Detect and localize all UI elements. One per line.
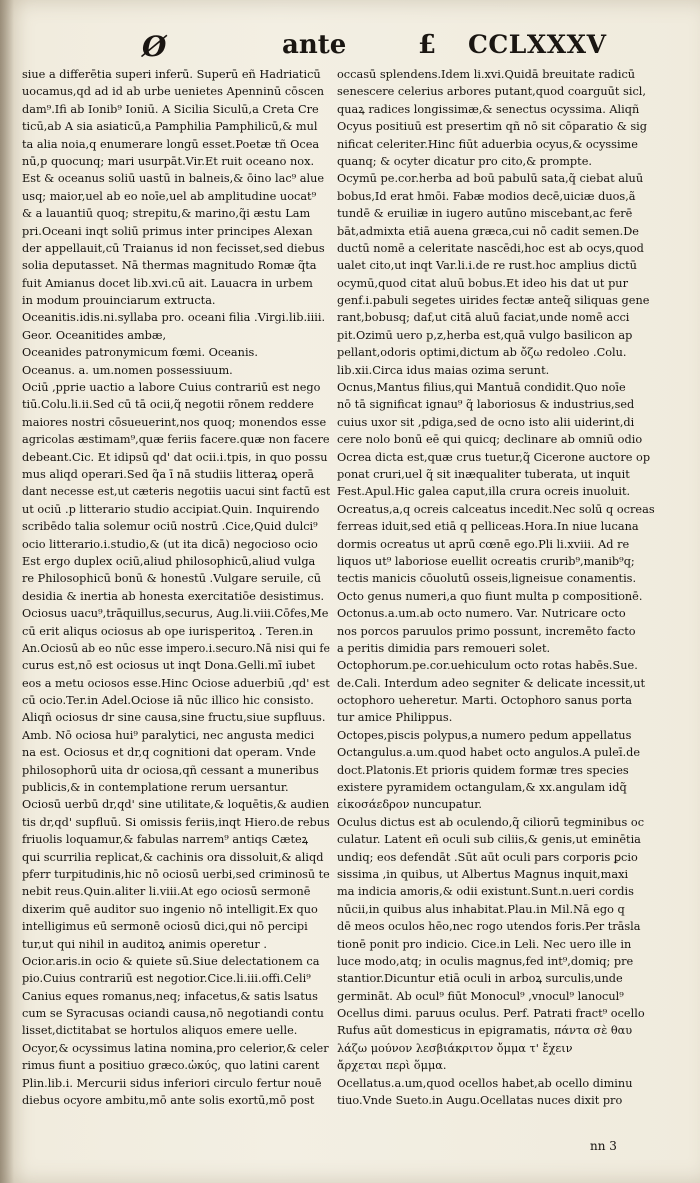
text-line: existere pyramidem octangulam,& xx.angulam idq̃ bbox=[337, 781, 627, 795]
folio-number: CCLXXXV bbox=[468, 30, 607, 59]
text-line: ut ociū .p litterario studio accipiat.Quin. Inquirendo bbox=[22, 502, 320, 516]
text-line: ualet cito,ut inqt Var.li.i.de re rust.hoc amplius dictū bbox=[337, 259, 637, 273]
text-line: Rufus aūt domesticus in epigramatis, πάντα σὲ θαυ bbox=[337, 1024, 633, 1038]
text-line: publicis,& in contemplatione rerum uersantur. bbox=[22, 781, 289, 795]
text-line: agricolas æstimam⁹,quæ feriis facere.quæ non facere bbox=[22, 433, 330, 447]
text-line: stantior.Dicuntur etiā oculi in arboꝝ surculis,unde bbox=[337, 972, 623, 986]
text-line: ἄρχεται περὶ ὅμμα. bbox=[337, 1059, 447, 1073]
text-line: nificat celeriter.Hinc fiūt aduerbia ocyus,& ocyssime bbox=[337, 137, 638, 151]
text-line: senescere celerius arbores putant,quod coarguūt sicl, bbox=[337, 85, 646, 99]
text-line: quaꝝ radices longissimæ,& senectus ocyssima. Aliqñ bbox=[337, 102, 640, 116]
text-line: Ocreatus,a,q ocreis calceatus incedit.Nec solū q ocreas bbox=[337, 502, 655, 516]
text-line: genf.i.pabuli segetes uirides fectæ anteq̃ siliquas gene bbox=[337, 294, 650, 308]
text-line: cū ocio.Ter.in Adel.Ociose iā nūc illico hic consisto. bbox=[22, 694, 314, 708]
text-line: der appellauit,cū Traianus id non fecisset,sed diebus bbox=[22, 241, 325, 255]
text-line: ta alia noia,q enumerare longū esset.Poetæ tñ Ocea bbox=[22, 137, 320, 151]
text-line: nūcii,in quibus alus inhabitat.Plau.in Mil.Nā ego q bbox=[337, 902, 625, 916]
text-line: Octonus.a.um.ab octo numero. Var. Nutricare octo bbox=[337, 607, 626, 621]
text-line: Ociosus uacu⁹,trāquillus,securus, Aug.li.viii.Cōfes,Me bbox=[22, 607, 329, 621]
text-line: lib.xii.Circa idus maias ozima serunt. bbox=[337, 363, 550, 377]
text-line: cere nolo bonū eē qui quicq; declinare ab omniū odio bbox=[337, 433, 643, 447]
left-column bbox=[22, 66, 330, 1109]
text-line: pferr turpitudinis,hic nō ociosū uerbi,sed criminosū te bbox=[22, 867, 330, 881]
text-line: Oceanus. a. um.nomen possessiuum. bbox=[22, 363, 233, 377]
text-line: ma indicia amoris,& odii existunt.Sunt.n.ueri cordis bbox=[337, 885, 634, 899]
text-line: & a lauantiū quoq; strepitu,& marino,q̃i æstu Lam bbox=[22, 207, 311, 221]
text-line: siue a differētia superi inferū. Superū eñ Hadriaticū bbox=[22, 68, 321, 81]
text-line: rant,bobusq; daf,ut citā aluū faciat,unde nomē acci bbox=[337, 311, 630, 325]
text-line: a peritis dimidia pars remoueri solet. bbox=[337, 641, 551, 655]
text-line: Fest.Apul.Hic galea caput,illa crura ocreis inuoluit. bbox=[337, 485, 631, 499]
text-line: fuit Amianus docet lib.xvi.cū ait. Lauacra in urbem bbox=[22, 276, 313, 290]
text-line: nō tā significat ignau⁹ q̃ laboriosus & industrius,sed bbox=[337, 398, 635, 412]
right-column bbox=[337, 66, 671, 1109]
text-line: Ocellus dimi. paruus oculus. Perf. Patrati fract⁹ ocello bbox=[337, 1007, 645, 1021]
text-line: desidia & inertia ab honesta exercitatiōe desistimus. bbox=[22, 589, 325, 603]
text-line: dē meos oculos hēo,nec rogo utendos foris.Per trāsla bbox=[337, 920, 641, 934]
signature-mark: nn 3 bbox=[590, 1139, 617, 1153]
text-line: tiū.Colu.li.ii.Sed cū tā ocii,q̃ negotii rōnem reddere bbox=[22, 398, 314, 412]
text-line: tur amice Philippus. bbox=[337, 711, 453, 725]
text-line: Ocellatus.a.um,quod ocellos habet,ab ocello diminu bbox=[337, 1076, 633, 1090]
text-line: eos a metu ociosos esse.Hinc Ociose aduerbiū ,qd' est bbox=[22, 676, 330, 690]
text-line: octophoro ueheretur. Marti. Octophoro sanus porta bbox=[337, 694, 632, 708]
text-line: ocio litterario.i.studio,& (ut ita dicā) negocioso ocio bbox=[22, 537, 318, 551]
text-line: qui scurrilia replicat,& cachinis ora dissoluit,& aliqd bbox=[22, 850, 324, 864]
text-line: uocamus,qd ad id ab urbe uenietes Apenninū cōscen bbox=[22, 85, 325, 99]
text-line: diebus ocyore ambitu,mō ante solis exortū,mō post bbox=[22, 1094, 315, 1108]
text-line: Ocyus positiuū est presertim qñ nō sit cōparatio & sig bbox=[337, 120, 648, 134]
text-line: pri.Oceani inqt soliū primus inter principes Alexan bbox=[22, 224, 313, 238]
text-line: curus est,nō est ociosus ut inqt Dona.Gelli.mī iubet bbox=[22, 659, 316, 673]
text-line: tionē ponit pro indicio. Cice.in Leli. Nec uero ille in bbox=[337, 937, 632, 951]
gutter-shadow bbox=[0, 0, 14, 1183]
text-line: dam⁹.Ifi ab Ionib⁹ Ioniū. A Sicilia Siculū,a Creta Cre bbox=[22, 102, 319, 116]
text-line: Octangulus.a.um.quod habet octo angulos.A puleī.de bbox=[337, 746, 641, 760]
text-line: Octopes,piscis polypus,a numero pedum appellatus bbox=[337, 728, 632, 742]
text-line: εἰκοσάεδρον nuncupatur. bbox=[337, 798, 483, 812]
text-line: cum se Syracusas ociandi causa,nō negotiandi contu bbox=[22, 1007, 324, 1021]
text-line: nos porcos paruulos primo possunt, incremēto facto bbox=[337, 624, 636, 638]
text-line: Ociū ,pprie uactio a labore Cuius contrariū est nego bbox=[22, 381, 321, 395]
text-line: dormis ocreatus ut aprū cœnē ego.Pli li.xviii. Ad re bbox=[337, 537, 630, 551]
text-line: Oculus dictus est ab oculendo,q̃ ciliorū tegminibus oc bbox=[337, 815, 645, 829]
text-line: de.Cali. Interdum adeo segniter & delicate incessit,ut bbox=[337, 676, 646, 690]
text-line: tis dr,qd' supfluū. Si omissis feriis,inqt Hiero.de rebus bbox=[22, 815, 330, 829]
text-line: quanq; & ocyter dicatur pro cito,& prompte. bbox=[337, 154, 592, 168]
text-line: An.Ociosū ab eo nūc esse impero.i.securo.Nā nisi qui fe bbox=[22, 641, 330, 655]
text-line: Est & oceanus soliū uastū in balneis,& ōino lac⁹ alue bbox=[22, 172, 325, 186]
text-line: pio.Cuius contrariū est negotior.Cice.li.iii.offi.Celi⁹ bbox=[22, 972, 311, 986]
text-line: friuolis loquamur,& fabulas narrem⁹ antiqs Cæteꝝ bbox=[22, 833, 309, 847]
text-line: ticū,ab A sia asiaticū,a Pamphilia Pamphilicū,& mul bbox=[22, 120, 318, 134]
text-line: Geor. Oceanitides ambæ, bbox=[22, 328, 167, 342]
text-line: luce modo,atq; in oculis magnus,fed int⁹,domiq; pre bbox=[337, 954, 634, 968]
text-line: λάζω μούνον λεσβιάκριτον ὄμμα τ' ἔχειν bbox=[337, 1041, 573, 1055]
text-line: Aliqñ ociosus dr sine causa,sine fructu,siue supfluus. bbox=[22, 711, 326, 725]
text-line: nū,p quocunq; mari usurpāt.Vir.Et ruit oceano nox. bbox=[22, 154, 315, 168]
text-line: ductū nomē a celeritate nascēdi,hoc est ab ocys,quod bbox=[337, 241, 644, 255]
text-line: Amb. Nō ociosa hui⁹ paralytici, nec angusta medici bbox=[22, 728, 315, 742]
text-line: cū erit aliqus ociosus ab ope iurisperitoꝝ . Teren.in bbox=[22, 624, 314, 638]
text-line: culatur. Latent eñ oculi sub ciliis,& genis,ut eminētia bbox=[337, 833, 641, 847]
text-line: pellant,odoris optimi,dictum ab ὄζω redoleo .Colu. bbox=[337, 346, 627, 360]
text-line: philosophorū uita dr ociosa,qñ cessant a muneribus bbox=[22, 763, 319, 777]
text-line: Ocior.aris.in ocio & quiete sū.Siue delectationem ca bbox=[22, 954, 320, 968]
text-line: intelligimus eū sermonē ociosū dici,qui nō percipi bbox=[22, 920, 308, 934]
text-line: tiuo.Vnde Sueto.in Augu.Ocellatas nuces dixit pro bbox=[337, 1094, 623, 1108]
text-line: ponat cruri,uel q̃ sit inæqualiter tuberata, ut inquit bbox=[337, 467, 630, 481]
text-line: rimus fiunt a positiuo græco.ὠκύς, quo latini carent bbox=[22, 1059, 320, 1073]
text-line: ocymū,quod citat aluū bobus.Et ideo his dat ut pur bbox=[337, 276, 628, 290]
text-line: Est ergo duplex ociū,aliud philosophicū,aliud vulga bbox=[22, 554, 316, 568]
text-line: dixerim quē auditor suo ingenio nō intelligit.Ex quo bbox=[22, 902, 318, 916]
text-line: doct.Platonis.Et prioris quidem formæ tres species bbox=[337, 763, 629, 777]
text-line: na est. Ociosus et dr,q cognitioni dat operam. Vnde bbox=[22, 746, 316, 760]
running-head-letter: £ bbox=[418, 30, 437, 60]
text-line: tundē & eruiliæ in iugero autūno miscebant,ac ferē bbox=[337, 207, 633, 221]
text-line: ferreas iduit,sed etiā q pelliceas.Hora.In niue lucana bbox=[337, 520, 639, 534]
text-line: bobus,Id erat hmōi. Fabæ modios decē,uiciæ duos,ã bbox=[337, 189, 636, 203]
text-line: sissima ,in quibus, ut Albertus Magnus inquit,maxi bbox=[337, 867, 629, 881]
text-line: lisset,dictitabat se hortulos aliquos emere uelle. bbox=[22, 1024, 298, 1038]
text-line: tectis manicis cōuolutū osseis,ligneisue conamentis. bbox=[337, 572, 637, 586]
text-line: Oceanitis.idis.ni.syllaba pro. oceani filia .Virgi.lib.iiii. bbox=[22, 311, 326, 325]
text-line: Octo genus numeri,a quo fiunt multa p compositionē. bbox=[337, 589, 643, 603]
text-line: Ocrea dicta est,quæ crus tuetur,q̃ Cicerone auctore op bbox=[337, 450, 651, 464]
text-line: nebit reus.Quin.aliter li.viii.At ego ociosū sermonē bbox=[22, 885, 311, 899]
text-line: solia deputasset. Nā thermas magnitudo Romæ q̃ta bbox=[22, 259, 317, 273]
text-line: Ocymū pe.cor.herba ad boū pabulū sata,q̃ ciebat aluū bbox=[337, 172, 644, 186]
text-line: Ocnus,Mantus filius,qui Mantuā condidit.Quo noīe bbox=[337, 381, 626, 395]
text-line: bāt,admixta etiā auena græca,cui nō cadit semen.De bbox=[337, 224, 639, 238]
running-head-word: ante bbox=[282, 30, 347, 60]
text-line: Plin.lib.i. Mercurii sidus inferiori circulo fertur nouē bbox=[22, 1076, 322, 1090]
text-line: scribēdo talia solemur ociū nostrū .Cice,Quid dulci⁹ bbox=[22, 520, 318, 534]
text-line: mus aliqd operari.Sed q̃a ī nā studiis litteraꝝ operā bbox=[22, 467, 315, 481]
text-line: in modum prouinciarum extructa. bbox=[22, 294, 216, 308]
text-line: tur,ut qui nihil in auditoꝝ animis operetur . bbox=[22, 937, 267, 951]
text-line: Canius eques romanus,neq; infacetus,& satis lsatus bbox=[22, 989, 318, 1003]
text-line: debeant.Cic. Et idipsū qd' dat ocii.i.tpis, in quo possu bbox=[22, 450, 328, 464]
text-line: occasū splendens.Idem li.xvi.Quidā breuitate radicū bbox=[337, 68, 636, 81]
text-line: liquos ut⁹ laboriose euellit ocreatis crurib⁹,manib⁹q; bbox=[337, 554, 635, 568]
text-line: Ociosū uerbū dr,qd' sine utilitate,& loquētis,& audien bbox=[22, 798, 330, 812]
folio-mark: Ø bbox=[142, 30, 167, 63]
text-line: Oceanides patronymicum fœmi. Oceanis. bbox=[22, 346, 258, 360]
text-line: Ocyor,& ocyssimus latina nomina,pro celerior,& celer bbox=[22, 1041, 329, 1055]
text-line: usq; maior,uel ab eo noīe,uel ab amplitudine uocat⁹ bbox=[22, 189, 317, 203]
text-line: cuius uxor sit ,pdiga,sed de ocno isto alii uiderint,di bbox=[337, 415, 635, 429]
text-line: pit.Ozimū uero p,z,herba est,quā vulgo basilicon ap bbox=[337, 328, 633, 342]
text-line: maiores nostri cōsueuerint,nos quoq; monendos esse bbox=[22, 415, 327, 429]
text-line: undiq; eos defendāt .Sūt aūt oculi pars corporis ꝑcio bbox=[337, 850, 638, 864]
text-line: germināt. Ab ocul⁹ fiūt Monocul⁹ ,vnocul⁹ lanocul⁹ bbox=[337, 989, 624, 1003]
text-line: re Philosophicū bonū & honestū .Vulgare seruile, cū bbox=[22, 572, 321, 586]
text-line: Octophorum.pe.cor.uehiculum octo rotas habēs.Sue. bbox=[337, 659, 638, 673]
text-line: dant necesse est,ut cæteris negotiis uacui sint factū est bbox=[22, 485, 330, 499]
